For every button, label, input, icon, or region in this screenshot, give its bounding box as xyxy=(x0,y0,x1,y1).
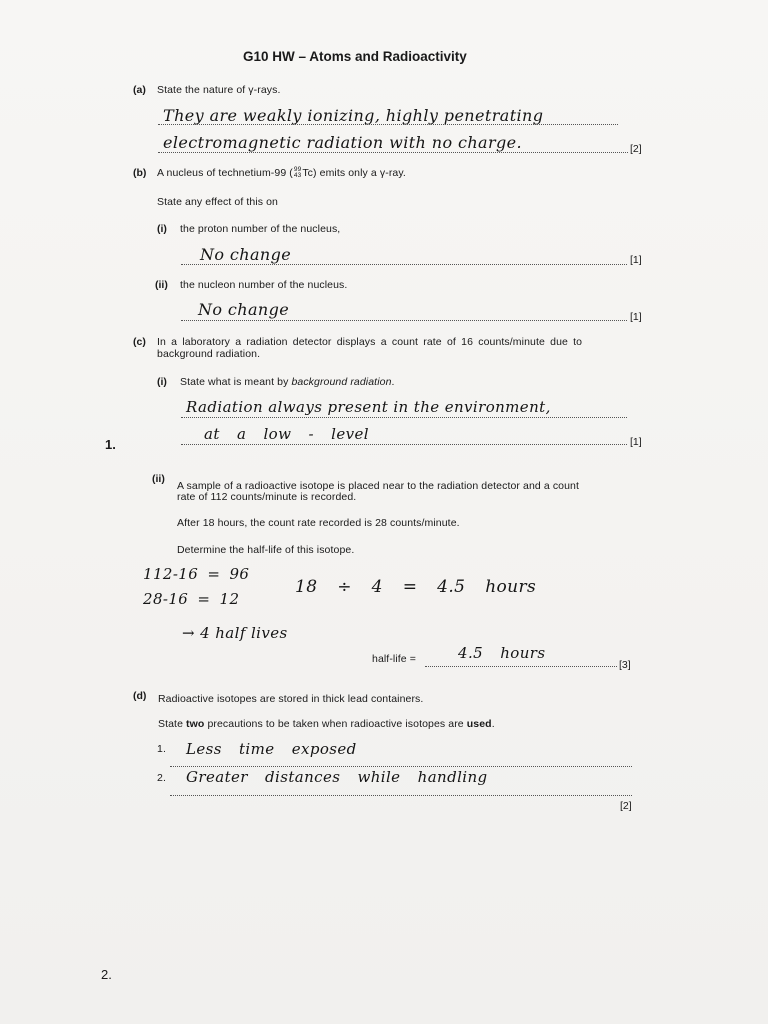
part-a-question: State the nature of γ-rays. xyxy=(157,84,281,96)
part-c-ii-question-line1: A sample of a radioactive isotope is placed near to the radiation detector and a count xyxy=(177,480,580,492)
part-d-marks: [2] xyxy=(620,800,632,812)
part-b-question-text: A nucleus of technetium-99 ( xyxy=(157,167,293,179)
part-c-i-question xyxy=(180,376,395,388)
nuclide-mass: 99 xyxy=(293,166,302,174)
part-b-ii-label: (ii) xyxy=(155,279,168,291)
page-title: G10 HW – Atoms and Radioactivity xyxy=(243,49,467,64)
part-c-ii-determine: Determine the half-life of this isotope. xyxy=(177,544,355,556)
part-d-instruction-mid: precautions to be taken when radioactive isotopes are xyxy=(204,718,467,730)
part-d-instruction-end: . xyxy=(491,718,495,730)
part-b-instruction: State any effect of this on xyxy=(157,196,278,208)
part-c-i-question-end: . xyxy=(391,376,395,388)
working-line1: 112-16 = 96 xyxy=(143,565,250,583)
part-c-question-line1: In a laboratory a radiation detector displays a count rate of 16 counts/minute due to xyxy=(157,336,583,348)
part-b-label: (b) xyxy=(133,167,147,179)
part-b-question xyxy=(157,167,406,179)
part-c-ii-question-line2: rate of 112 counts/minute is recorded. xyxy=(177,491,357,503)
part-a-answer-line2: electromagnetic radiation with no charge. xyxy=(163,133,523,152)
working-line4: → 4 half lives xyxy=(182,624,288,642)
part-c-i-answer-line1: Radiation always present in the environment, xyxy=(186,398,551,416)
part-c-ii-marks: [3] xyxy=(619,659,631,671)
page-number: 2. xyxy=(101,967,112,982)
working-line2: 28-16 = 12 xyxy=(143,590,240,608)
answer-line xyxy=(181,320,627,321)
nuclide-atomic: 43 xyxy=(293,172,302,180)
part-d-item2-answer: Greater distances while handling xyxy=(186,768,488,786)
part-c-i-answer-line2: at a low - level xyxy=(204,425,369,443)
part-b-ii-marks: [1] xyxy=(630,311,642,323)
part-c-question-line2: background radiation. xyxy=(157,348,261,360)
part-c-i-term: background radiation xyxy=(291,376,392,388)
answer-line xyxy=(181,444,627,445)
part-c-i-marks: [1] xyxy=(630,436,642,448)
part-d-emphasis-used: used xyxy=(466,718,492,730)
part-d-item2-number: 2. xyxy=(157,772,166,784)
part-d-item1-number: 1. xyxy=(157,743,166,755)
part-d-statement: Radioactive isotopes are stored in thick lead containers. xyxy=(158,693,424,705)
part-b-i-label: (i) xyxy=(157,223,167,235)
part-d-item1-answer: Less time exposed xyxy=(186,740,357,758)
answer-line xyxy=(425,666,617,667)
part-a-marks: [2] xyxy=(630,143,642,155)
question-number: 1. xyxy=(105,437,116,452)
part-b-i-question: the proton number of the nucleus, xyxy=(180,223,341,235)
halflife-answer: 4.5 hours xyxy=(458,644,546,662)
answer-line xyxy=(158,152,628,153)
halflife-label: half-life = xyxy=(372,653,416,665)
part-d-instruction-text: State xyxy=(158,718,187,730)
part-b-i-answer: No change xyxy=(200,245,292,264)
answer-line xyxy=(181,264,627,265)
part-c-ii-after: After 18 hours, the count rate recorded is 28 counts/minute. xyxy=(177,517,460,529)
nuclide-symbol: Tc xyxy=(302,167,314,179)
part-c-i-question-text: State what is meant by xyxy=(180,376,292,388)
answer-line xyxy=(170,795,632,796)
answer-line xyxy=(158,124,618,125)
part-b-ii-answer: No change xyxy=(198,300,290,319)
part-d-label: (d) xyxy=(133,690,147,702)
part-a-answer-line1: They are weakly ionizing, highly penetrating xyxy=(163,106,544,125)
nuclide-notation xyxy=(294,167,301,179)
part-c-ii-label: (ii) xyxy=(152,473,165,485)
answer-line xyxy=(181,417,627,418)
part-d-instruction xyxy=(158,718,495,730)
part-a-label: (a) xyxy=(133,84,146,96)
answer-line xyxy=(170,766,632,767)
part-c-label: (c) xyxy=(133,336,146,348)
working-line3: 18 ÷ 4 = 4.5 hours xyxy=(295,577,537,597)
part-d-emphasis-two: two xyxy=(186,718,205,730)
part-b-i-marks: [1] xyxy=(630,254,642,266)
part-b-ii-question: the nucleon number of the nucleus. xyxy=(180,279,348,291)
part-b-question-end: ) emits only a γ-ray. xyxy=(313,167,406,179)
part-c-i-label: (i) xyxy=(157,376,167,388)
